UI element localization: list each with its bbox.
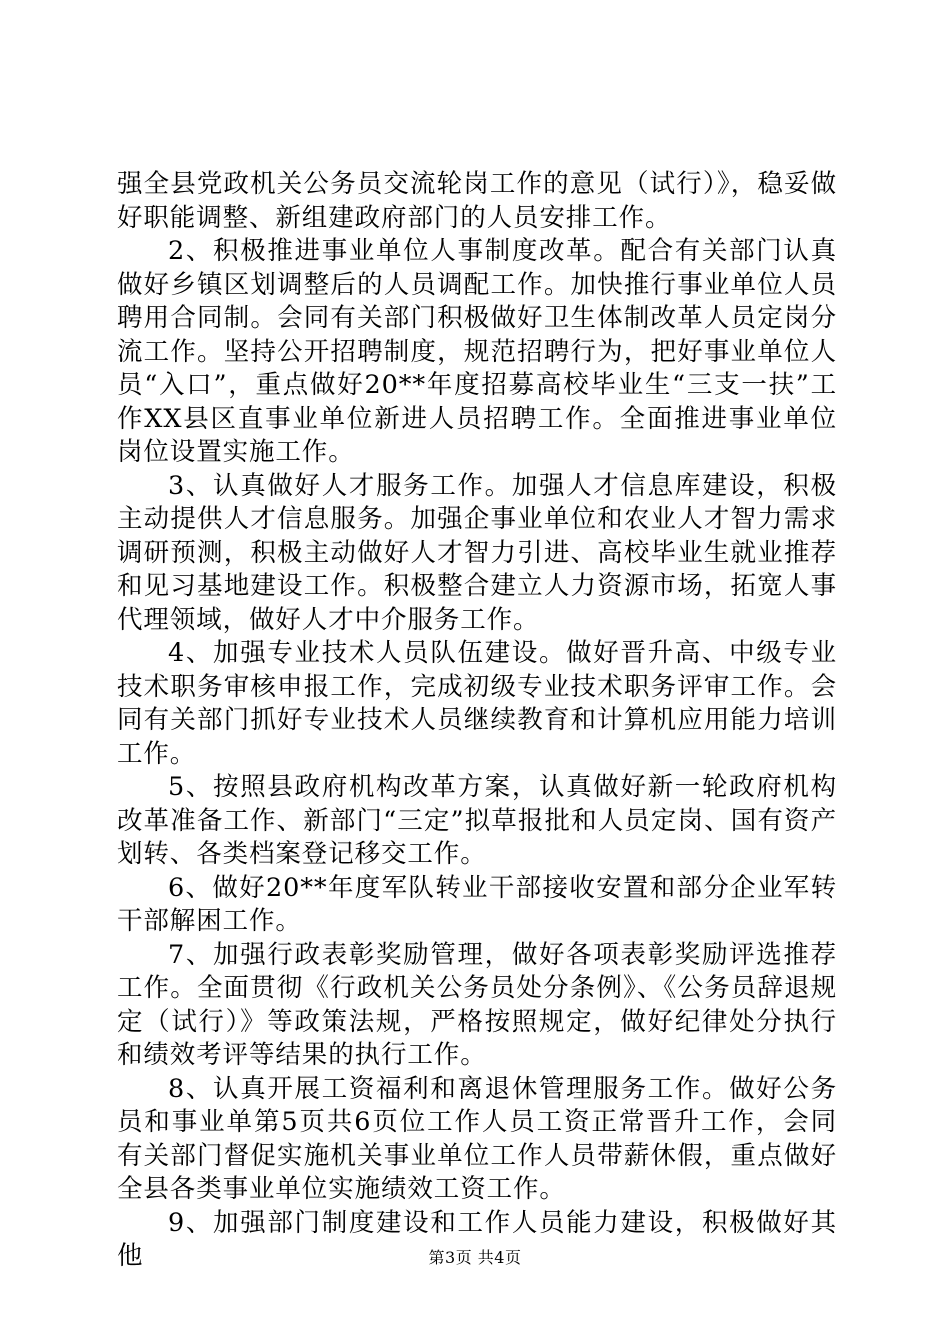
paragraph-6: 6、做好20**年度军队转业干部接收安置和部分企业军转干部解困工作。 bbox=[117, 872, 837, 936]
paragraph-5: 5、按照县政府机构改革方案，认真做好新一轮政府机构改革准备工作、新部门“三定”拟草报批和人员定岗、国有资产划转、各类档案登记移交工作。 bbox=[117, 772, 837, 869]
paragraph-7: 7、加强行政表彰奖励管理，做好各项表彰奖励评选推荐工作。全面贯彻《行政机关公务员处分条例》、《公务员辞退规定（试行）》等政策法规，严格按照规定，做好纪律处分执行和绩效考评等结果的执行工作。 bbox=[117, 939, 837, 1070]
document-body bbox=[117, 168, 837, 1274]
paragraph-9: 9、加强部门制度建设和工作人员能力建设，积极做好其他 bbox=[117, 1207, 837, 1271]
paragraph-2: 2、积极推进事业单位人事制度改革。配合有关部门认真做好乡镇区划调整后的人员调配工作。加快推行事业单位人员聘用合同制。会同有关部门积极做好卫生体制改革人员定岗分流工作。坚持公开招聘制度，规范招聘行为，把好事业单位人员“入口”，重点做好20**年度招募高校毕业生“三支一扶”工作XX县区直事业单位新进人员招聘工作。全面推进事业单位岗位设置实施工作。 bbox=[117, 236, 837, 467]
paragraph-8: 8、认真开展工资福利和离退休管理服务工作。做好公务员和事业单第5页共6页位工作人员工资正常晋升工作，会同有关部门督促实施机关事业单位工作人员带薪休假，重点做好全县各类事业单位实施绩效工资工作。 bbox=[117, 1073, 837, 1204]
paragraph-3: 3、认真做好人才服务工作。加强人才信息库建设，积极主动提供人才信息服务。加强企事业单位和农业人才智力需求调研预测，积极主动做好人才智力引进、高校毕业生就业推荐和见习基地建设工作。积极整合建立人力资源市场，拓宽人事代理领域，做好人才中介服务工作。 bbox=[117, 470, 837, 635]
paragraph-4: 4、加强专业技术人员队伍建设。做好晋升高、中级专业技术职务审核申报工作，完成初级专业技术职务评审工作。会同有关部门抓好专业技术人员继续教育和计算机应用能力培训工作。 bbox=[117, 638, 837, 769]
page-footer: 第3页 共4页 bbox=[428, 1248, 522, 1267]
paragraph-1: 强全县党政机关公务员交流轮岗工作的意见（试行）》，稳妥做好职能调整、新组建政府部门的人员安排工作。 bbox=[117, 169, 837, 233]
